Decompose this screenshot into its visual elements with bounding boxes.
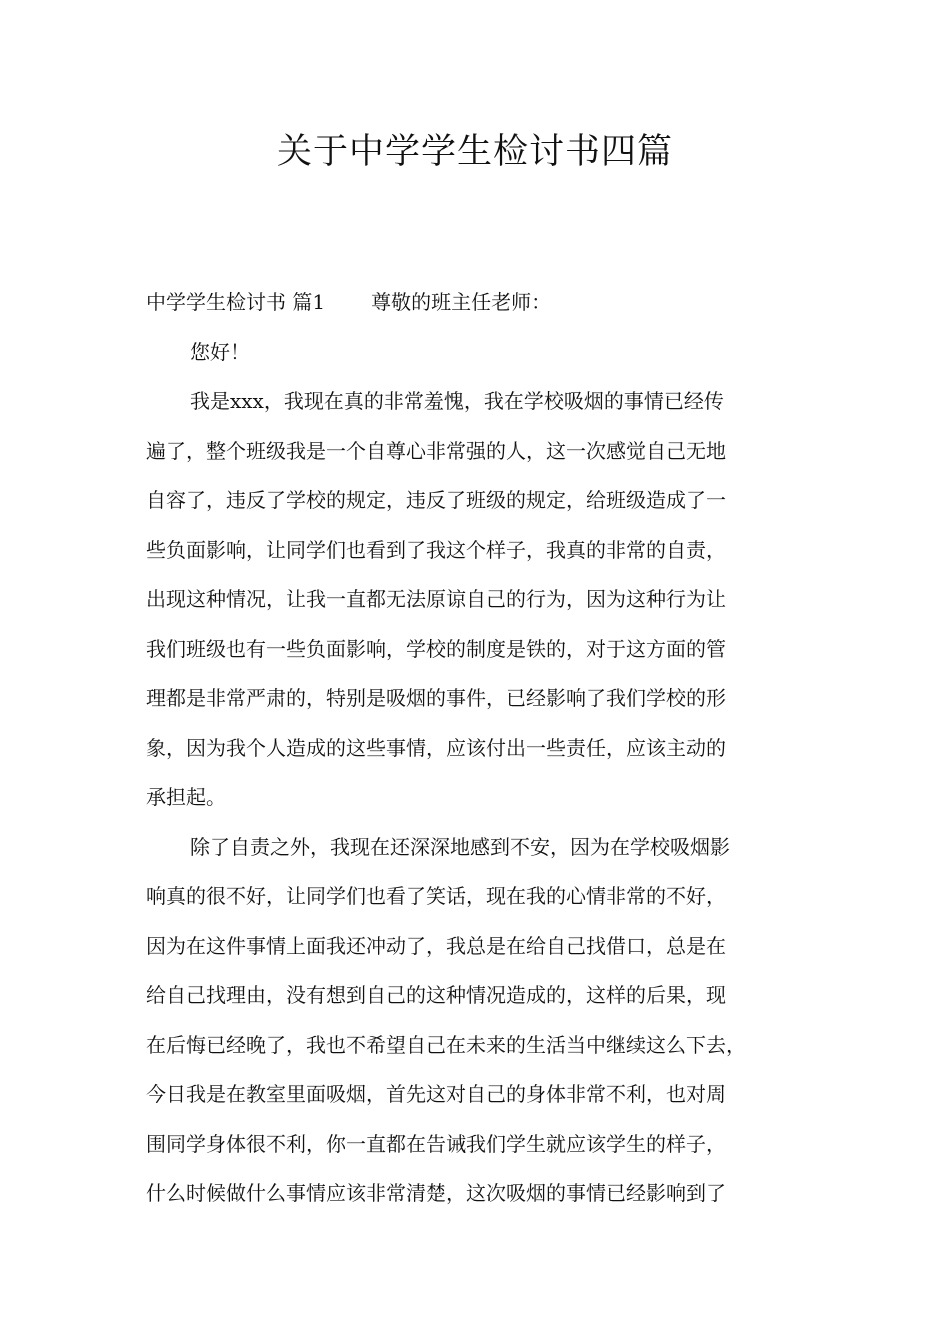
paragraph-line: 自容了，违反了学校的规定，违反了班级的规定，给班级造成了一 (146, 488, 726, 512)
salutation: 尊敬的班主任老师： (371, 290, 552, 314)
paragraph-line: 象，因为我个人造成的这些事情，应该付出一些责任，应该主动的 (146, 735, 726, 760)
paragraph-line: 围同学身体很不利，你一直都在告诫我们学生就应该学生的样子， (146, 1131, 726, 1156)
paragraph-line: 在后悔已经晚了，我也不希望自己在未来的生活当中继续这么下去， (146, 1032, 746, 1057)
paragraph-line: 出现这种情况，让我一直都无法原谅自己的行为，因为这种行为让 (146, 587, 726, 611)
paragraph-line: 什么时候做什么事情应该非常清楚，这次吸烟的事情已经影响到了 (146, 1181, 726, 1205)
paragraph-line: 给自己找理由，没有想到自己的这种情况造成的，这样的后果，现 (146, 983, 726, 1007)
document-title: 关于中学学生检讨书四篇 (276, 132, 673, 172)
paragraph-line: 今日我是在教室里面吸烟，首先这对自己的身体非常不利，也对周 (146, 1082, 726, 1106)
paragraph-line: 理都是非常严肃的，特别是吸烟的事件，已经影响了我们学校的形 (146, 686, 726, 710)
paragraph-line: 承担起。 (146, 785, 226, 809)
paragraph-line: 因为在这件事情上面我还冲动了，我总是在给自己找借口，总是在 (146, 933, 726, 958)
paragraph-line: 些负面影响，让同学们也看到了我这个样子，我真的非常的自责， (146, 537, 726, 562)
header-line (146, 278, 826, 328)
paragraph-line: 我们班级也有一些负面影响，学校的制度是铁的，对于这方面的管 (146, 636, 726, 661)
document-body (146, 278, 826, 1219)
paragraph-line: 我是xxx，我现在真的非常羞愧，我在学校吸烟的事情已经传 (190, 389, 724, 413)
section-label: 中学学生检讨书 篇1 (146, 290, 326, 314)
paragraph-line: 响真的很不好，让同学们也看了笑话，现在我的心情非常的不好， (146, 884, 726, 908)
paragraph-line: 遍了，整个班级我是一个自尊心非常强的人，这一次感觉自己无地 (146, 438, 726, 463)
greeting: 您好！ (190, 339, 250, 364)
paragraph-line: 除了自责之外，我现在还深深地感到不安，因为在学校吸烟影 (190, 834, 730, 859)
